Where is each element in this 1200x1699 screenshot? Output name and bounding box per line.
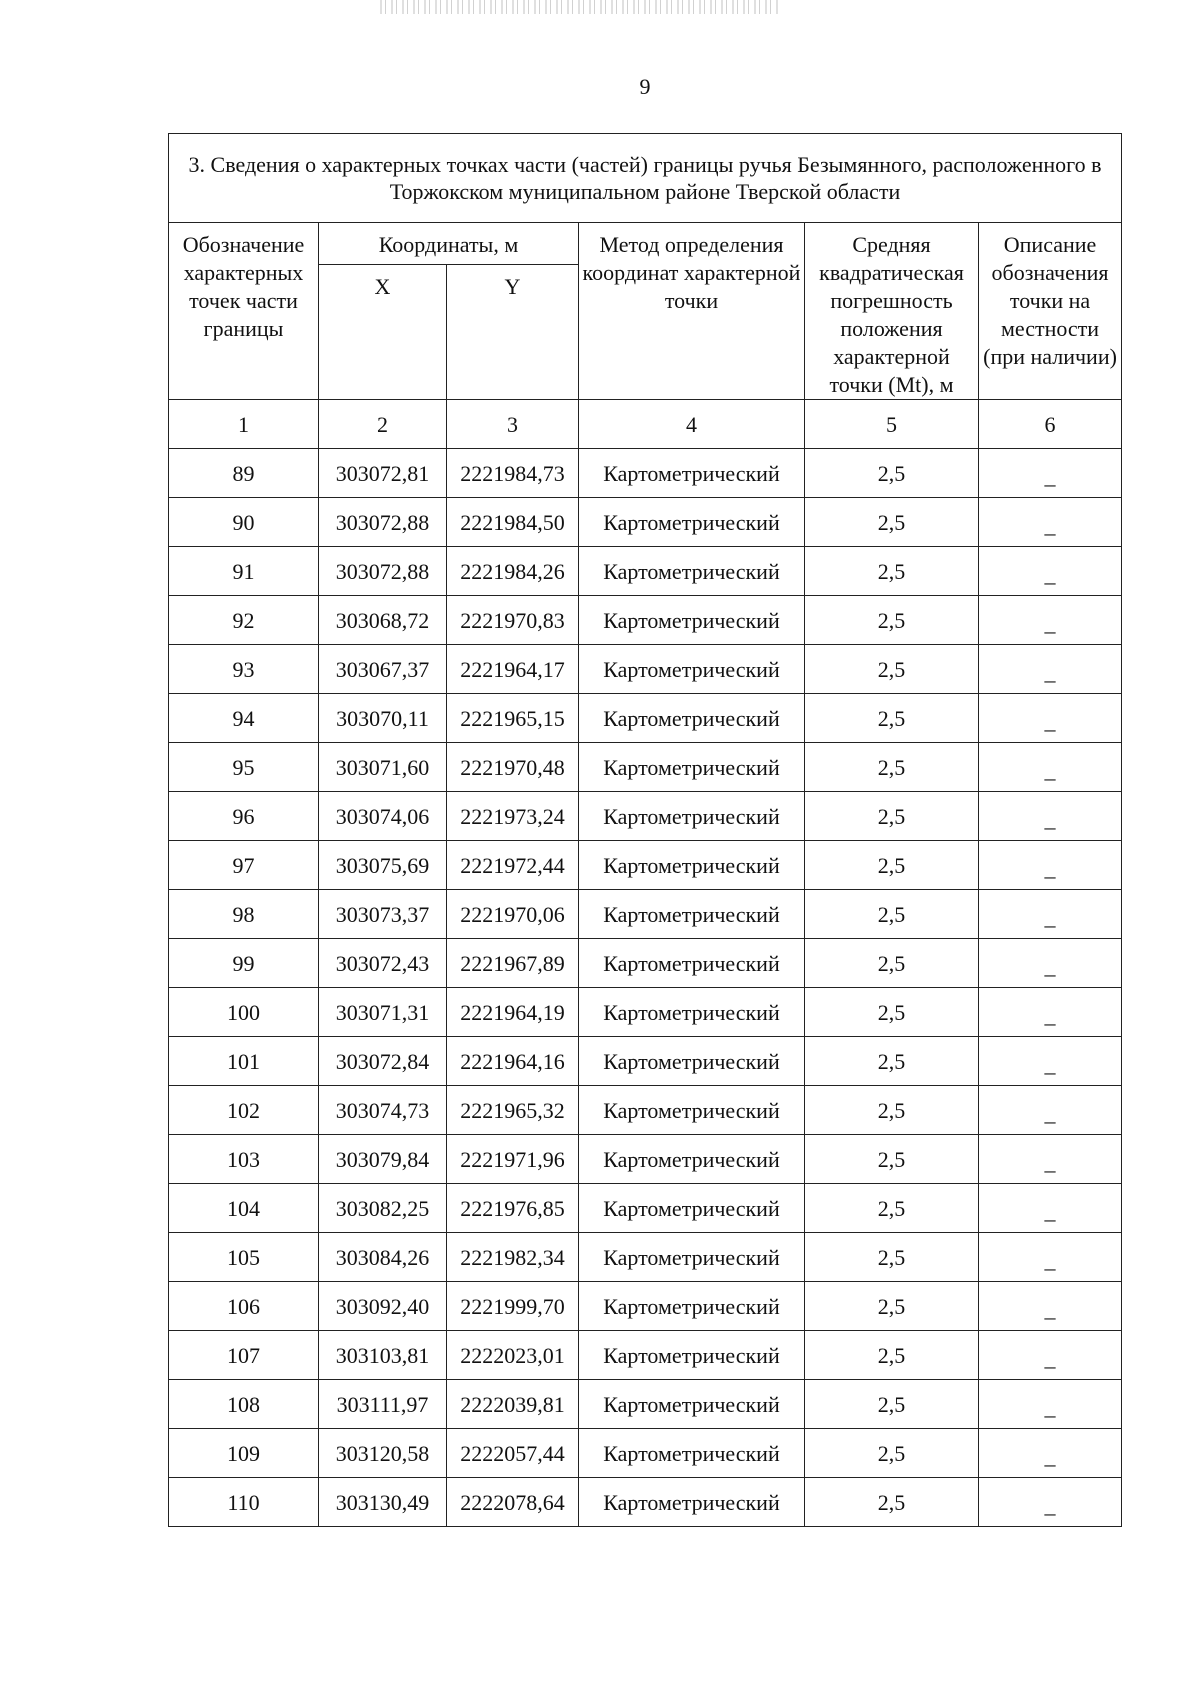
boundary-points-table (168, 133, 1122, 1527)
cell-y: 2222057,44 (447, 1429, 579, 1478)
cell-y: 2221999,70 (447, 1282, 579, 1331)
cell-error: 2,5 (805, 498, 979, 547)
cell-y: 2221964,17 (447, 645, 579, 694)
cell-error: 2,5 (805, 1184, 979, 1233)
cell-x: 303075,69 (319, 841, 447, 890)
table-row (169, 449, 1122, 498)
cell-method: Картометрический (579, 1478, 805, 1527)
cell-y: 2221976,85 (447, 1184, 579, 1233)
cell-x: 303068,72 (319, 596, 447, 645)
cell-x: 303103,81 (319, 1331, 447, 1380)
description-dash: – (1044, 813, 1056, 839)
description-dash: – (1044, 666, 1056, 692)
cell-method: Картометрический (579, 596, 805, 645)
cell-x: 303111,97 (319, 1380, 447, 1429)
cell-point: 107 (169, 1331, 319, 1380)
table-row (169, 547, 1122, 596)
cell-point: 94 (169, 694, 319, 743)
cell-x: 303067,37 (319, 645, 447, 694)
cell-description (979, 645, 1122, 694)
cell-description (979, 841, 1122, 890)
description-dash: – (1044, 1156, 1056, 1182)
description-dash: – (1044, 519, 1056, 545)
column-number: 3 (447, 400, 579, 449)
cell-method: Картометрический (579, 890, 805, 939)
cell-description (979, 1331, 1122, 1380)
cell-x: 303071,60 (319, 743, 447, 792)
cell-method: Картометрический (579, 1380, 805, 1429)
cell-point: 89 (169, 449, 319, 498)
description-dash: – (1044, 911, 1056, 937)
table-row (169, 939, 1122, 988)
header-y: Y (447, 264, 579, 399)
cell-x: 303072,88 (319, 498, 447, 547)
cell-x: 303079,84 (319, 1135, 447, 1184)
cell-point: 99 (169, 939, 319, 988)
header-error: Средняя квадратическая погрешность положения характерной точки (Mt), м (805, 223, 979, 400)
cell-method: Картометрический (579, 792, 805, 841)
cell-description (979, 596, 1122, 645)
header-designation: Обозначение характерных точек части границы (169, 223, 319, 400)
cell-description (979, 988, 1122, 1037)
cell-error: 2,5 (805, 841, 979, 890)
column-numbers-row (169, 400, 1122, 449)
table-row (169, 1135, 1122, 1184)
table-body (169, 449, 1122, 1527)
table-row (169, 792, 1122, 841)
cell-point: 110 (169, 1478, 319, 1527)
cell-y: 2221984,26 (447, 547, 579, 596)
description-dash: – (1044, 1401, 1056, 1427)
cell-error: 2,5 (805, 1086, 979, 1135)
cell-y: 2221972,44 (447, 841, 579, 890)
cell-error: 2,5 (805, 1282, 979, 1331)
cell-point: 91 (169, 547, 319, 596)
cell-point: 106 (169, 1282, 319, 1331)
cell-point: 108 (169, 1380, 319, 1429)
cell-error: 2,5 (805, 1429, 979, 1478)
cell-error: 2,5 (805, 792, 979, 841)
description-dash: – (1044, 1058, 1056, 1084)
table-row (169, 1037, 1122, 1086)
cell-x: 303092,40 (319, 1282, 447, 1331)
scan-artifact (380, 0, 780, 14)
description-dash: – (1044, 1205, 1056, 1231)
cell-error: 2,5 (805, 1331, 979, 1380)
cell-description (979, 1478, 1122, 1527)
cell-x: 303130,49 (319, 1478, 447, 1527)
cell-x: 303071,31 (319, 988, 447, 1037)
header-description: Описание обозначения точки на местности (при наличии) (979, 223, 1122, 400)
table-row (169, 1086, 1122, 1135)
cell-description (979, 1380, 1122, 1429)
cell-description (979, 498, 1122, 547)
cell-y: 2221984,73 (447, 449, 579, 498)
cell-x: 303072,43 (319, 939, 447, 988)
cell-error: 2,5 (805, 1380, 979, 1429)
description-dash: – (1044, 470, 1056, 496)
cell-point: 92 (169, 596, 319, 645)
cell-description (979, 1086, 1122, 1135)
column-number: 5 (805, 400, 979, 449)
cell-error: 2,5 (805, 1478, 979, 1527)
cell-method: Картометрический (579, 694, 805, 743)
table-row (169, 1233, 1122, 1282)
cell-point: 102 (169, 1086, 319, 1135)
cell-y: 2221973,24 (447, 792, 579, 841)
description-dash: – (1044, 1009, 1056, 1035)
cell-point: 95 (169, 743, 319, 792)
cell-error: 2,5 (805, 988, 979, 1037)
cell-description (979, 1282, 1122, 1331)
page-number: 9 (639, 74, 651, 99)
cell-point: 100 (169, 988, 319, 1037)
cell-method: Картометрический (579, 449, 805, 498)
cell-method: Картометрический (579, 498, 805, 547)
cell-method: Картометрический (579, 1184, 805, 1233)
column-number: 1 (169, 400, 319, 449)
cell-method: Картометрический (579, 1037, 805, 1086)
cell-method: Картометрический (579, 988, 805, 1037)
cell-description (979, 449, 1122, 498)
cell-method: Картометрический (579, 1429, 805, 1478)
table-row (169, 1429, 1122, 1478)
table-caption: 3. Сведения о характерных точках части (частей) границы ручья Безымянного, расположенного в Торжокском муниципальном районе Тверской области (169, 134, 1122, 223)
table-row (169, 1184, 1122, 1233)
cell-description (979, 890, 1122, 939)
cell-x: 303072,81 (319, 449, 447, 498)
cell-error: 2,5 (805, 694, 979, 743)
cell-error: 2,5 (805, 547, 979, 596)
description-dash: – (1044, 1254, 1056, 1280)
description-dash: – (1044, 1499, 1056, 1525)
cell-point: 96 (169, 792, 319, 841)
table-row (169, 1282, 1122, 1331)
cell-description (979, 1233, 1122, 1282)
cell-point: 105 (169, 1233, 319, 1282)
cell-point: 97 (169, 841, 319, 890)
cell-x: 303073,37 (319, 890, 447, 939)
cell-point: 93 (169, 645, 319, 694)
description-dash: – (1044, 764, 1056, 790)
column-number: 4 (579, 400, 805, 449)
cell-description (979, 694, 1122, 743)
cell-point: 98 (169, 890, 319, 939)
cell-error: 2,5 (805, 449, 979, 498)
cell-method: Картометрический (579, 939, 805, 988)
cell-y: 2222023,01 (447, 1331, 579, 1380)
cell-description (979, 1184, 1122, 1233)
cell-y: 2222078,64 (447, 1478, 579, 1527)
cell-x: 303072,84 (319, 1037, 447, 1086)
cell-method: Картометрический (579, 1331, 805, 1380)
cell-error: 2,5 (805, 743, 979, 792)
cell-x: 303082,25 (319, 1184, 447, 1233)
table-row (169, 1331, 1122, 1380)
description-dash: – (1044, 862, 1056, 888)
cell-y: 2221984,50 (447, 498, 579, 547)
cell-method: Картометрический (579, 841, 805, 890)
cell-y: 2221970,83 (447, 596, 579, 645)
table-row (169, 694, 1122, 743)
description-dash: – (1044, 568, 1056, 594)
cell-description (979, 1037, 1122, 1086)
table-row (169, 498, 1122, 547)
column-number: 6 (979, 400, 1122, 449)
table-row (169, 988, 1122, 1037)
table-row (169, 890, 1122, 939)
header-x: X (319, 264, 447, 399)
table-row (169, 1380, 1122, 1429)
description-dash: – (1044, 1107, 1056, 1133)
cell-error: 2,5 (805, 939, 979, 988)
table-row (169, 1478, 1122, 1527)
cell-y: 2221964,16 (447, 1037, 579, 1086)
cell-x: 303084,26 (319, 1233, 447, 1282)
cell-method: Картометрический (579, 743, 805, 792)
description-dash: – (1044, 1303, 1056, 1329)
cell-x: 303120,58 (319, 1429, 447, 1478)
cell-point: 101 (169, 1037, 319, 1086)
cell-error: 2,5 (805, 596, 979, 645)
cell-description (979, 939, 1122, 988)
cell-point: 90 (169, 498, 319, 547)
table-row (169, 596, 1122, 645)
cell-method: Картометрический (579, 1086, 805, 1135)
table-row (169, 841, 1122, 890)
cell-y: 2221964,19 (447, 988, 579, 1037)
cell-y: 2221971,96 (447, 1135, 579, 1184)
description-dash: – (1044, 617, 1056, 643)
cell-method: Картометрический (579, 1135, 805, 1184)
cell-x: 303074,73 (319, 1086, 447, 1135)
cell-y: 2222039,81 (447, 1380, 579, 1429)
cell-y: 2221965,15 (447, 694, 579, 743)
description-dash: – (1044, 1352, 1056, 1378)
cell-description (979, 1429, 1122, 1478)
column-number: 2 (319, 400, 447, 449)
cell-method: Картометрический (579, 1282, 805, 1331)
table-row (169, 743, 1122, 792)
description-dash: – (1044, 715, 1056, 741)
description-dash: – (1044, 1450, 1056, 1476)
table-row (169, 645, 1122, 694)
cell-y: 2221970,48 (447, 743, 579, 792)
cell-point: 103 (169, 1135, 319, 1184)
cell-y: 2221965,32 (447, 1086, 579, 1135)
cell-error: 2,5 (805, 1233, 979, 1282)
cell-description (979, 743, 1122, 792)
cell-x: 303070,11 (319, 694, 447, 743)
cell-x: 303072,88 (319, 547, 447, 596)
cell-y: 2221982,34 (447, 1233, 579, 1282)
cell-method: Картометрический (579, 645, 805, 694)
cell-point: 109 (169, 1429, 319, 1478)
cell-description (979, 792, 1122, 841)
cell-x: 303074,06 (319, 792, 447, 841)
cell-error: 2,5 (805, 645, 979, 694)
cell-point: 104 (169, 1184, 319, 1233)
cell-y: 2221967,89 (447, 939, 579, 988)
cell-y: 2221970,06 (447, 890, 579, 939)
header-method: Метод определения координат характерной точки (579, 223, 805, 400)
cell-error: 2,5 (805, 1037, 979, 1086)
cell-description (979, 547, 1122, 596)
cell-error: 2,5 (805, 890, 979, 939)
header-coordinates: Координаты, м (319, 223, 579, 265)
cell-method: Картометрический (579, 547, 805, 596)
cell-description (979, 1135, 1122, 1184)
description-dash: – (1044, 960, 1056, 986)
cell-method: Картометрический (579, 1233, 805, 1282)
cell-error: 2,5 (805, 1135, 979, 1184)
